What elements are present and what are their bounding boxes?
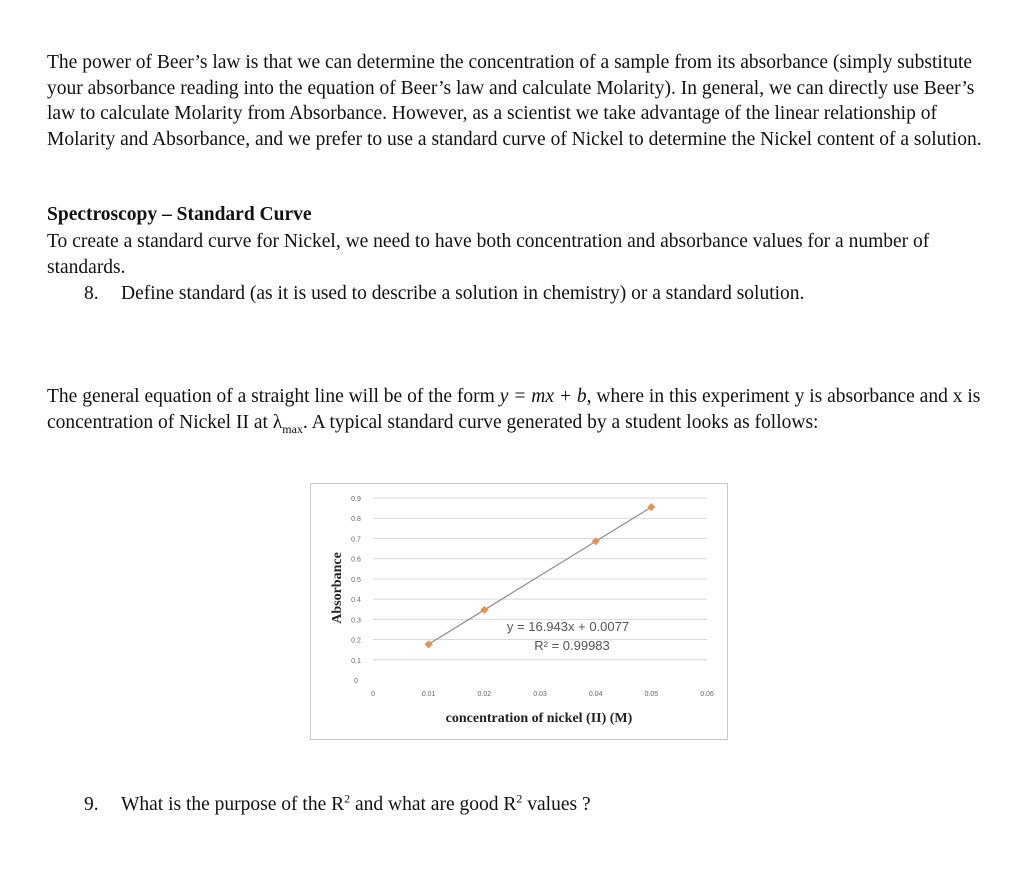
question-8 [84, 281, 804, 307]
y-tick-label: 0.7 [351, 536, 361, 544]
question-9 [84, 792, 591, 818]
y-axis-title: Absorbance [330, 552, 345, 624]
question-9-text-b: and what are good R [350, 794, 517, 815]
y-tick-label: 0.5 [351, 576, 361, 584]
y-tick-label: 0.3 [351, 617, 361, 625]
line-formula: y = mx + b [499, 386, 587, 407]
lambda-subscript: max [282, 421, 303, 436]
equation-text-middle: , where in this experiment y is absorbance and x is concentration of Nickel II at [47, 386, 981, 433]
question-8-text: Define standard (as it is used to describe a solution in chemistry) or a standard solution. [121, 283, 805, 304]
equation-text-after: . A typical standard curve generated by a student looks as follows: [302, 411, 819, 433]
question-8-number: 8. [84, 283, 99, 304]
data-point [425, 640, 433, 648]
y-tick-label: 0.8 [351, 516, 361, 524]
x-tick-label: 0.05 [644, 691, 659, 698]
trendline-equation: y = 16.943x + 0.0077 [506, 619, 630, 634]
y-tick-label: 0.2 [351, 637, 361, 645]
y-tick-label: 0.9 [351, 496, 361, 503]
y-tick-label: 0 [354, 678, 358, 685]
y-tick-label: 0.6 [351, 556, 361, 564]
x-tick-label: 0.04 [588, 691, 603, 698]
equation-text-before: The general equation of a straight line will be of the form [47, 386, 500, 407]
standard-curve-chart [310, 483, 728, 740]
x-tick-label: 0.06 [700, 691, 714, 698]
y-tick-label: 0.1 [351, 657, 361, 665]
question-9-sup-b: 2 [516, 791, 523, 806]
data-point [647, 503, 655, 511]
x-tick-label: 0.01 [421, 691, 436, 698]
section-paragraph: To create a standard curve for Nickel, we need to have both concentration and absorbance values for a number of standards. [47, 231, 930, 278]
intro-paragraph: The power of Beer’s law is that we can determine the concentration of a sample from its absorbance (simply substitute your absorbance reading into the equation of Beer’s law and calculate Molarity). In general, we can directly use Beer’s law to calculate Molarity from Absorbance. However, as a scientist we take advantage of the linear relationship of Molarity and Absorbance, and we prefer to use a standard curve of Nickel to determine the Nickel content of a solution. [47, 52, 982, 150]
question-9-text-c: values ? [522, 794, 591, 815]
data-point [480, 606, 488, 614]
x-tick-label: 0.03 [533, 691, 547, 698]
x-axis-title: concentration of nickel (II) (M) [445, 711, 633, 726]
chart-svg [311, 484, 727, 739]
question-9-text-a: What is the purpose of the R [121, 794, 345, 815]
question-9-sup-a: 2 [344, 791, 351, 806]
lambda-symbol: λ [272, 411, 283, 433]
r-squared-label: R² = 0.99983 [534, 638, 610, 653]
x-tick-label: 0 [371, 691, 375, 698]
x-tick-label: 0.02 [477, 691, 492, 698]
question-9-number: 9. [84, 794, 99, 815]
equation-paragraph [47, 384, 992, 435]
section-heading: Spectroscopy – Standard Curve [47, 204, 312, 225]
y-tick-label: 0.4 [351, 597, 361, 605]
